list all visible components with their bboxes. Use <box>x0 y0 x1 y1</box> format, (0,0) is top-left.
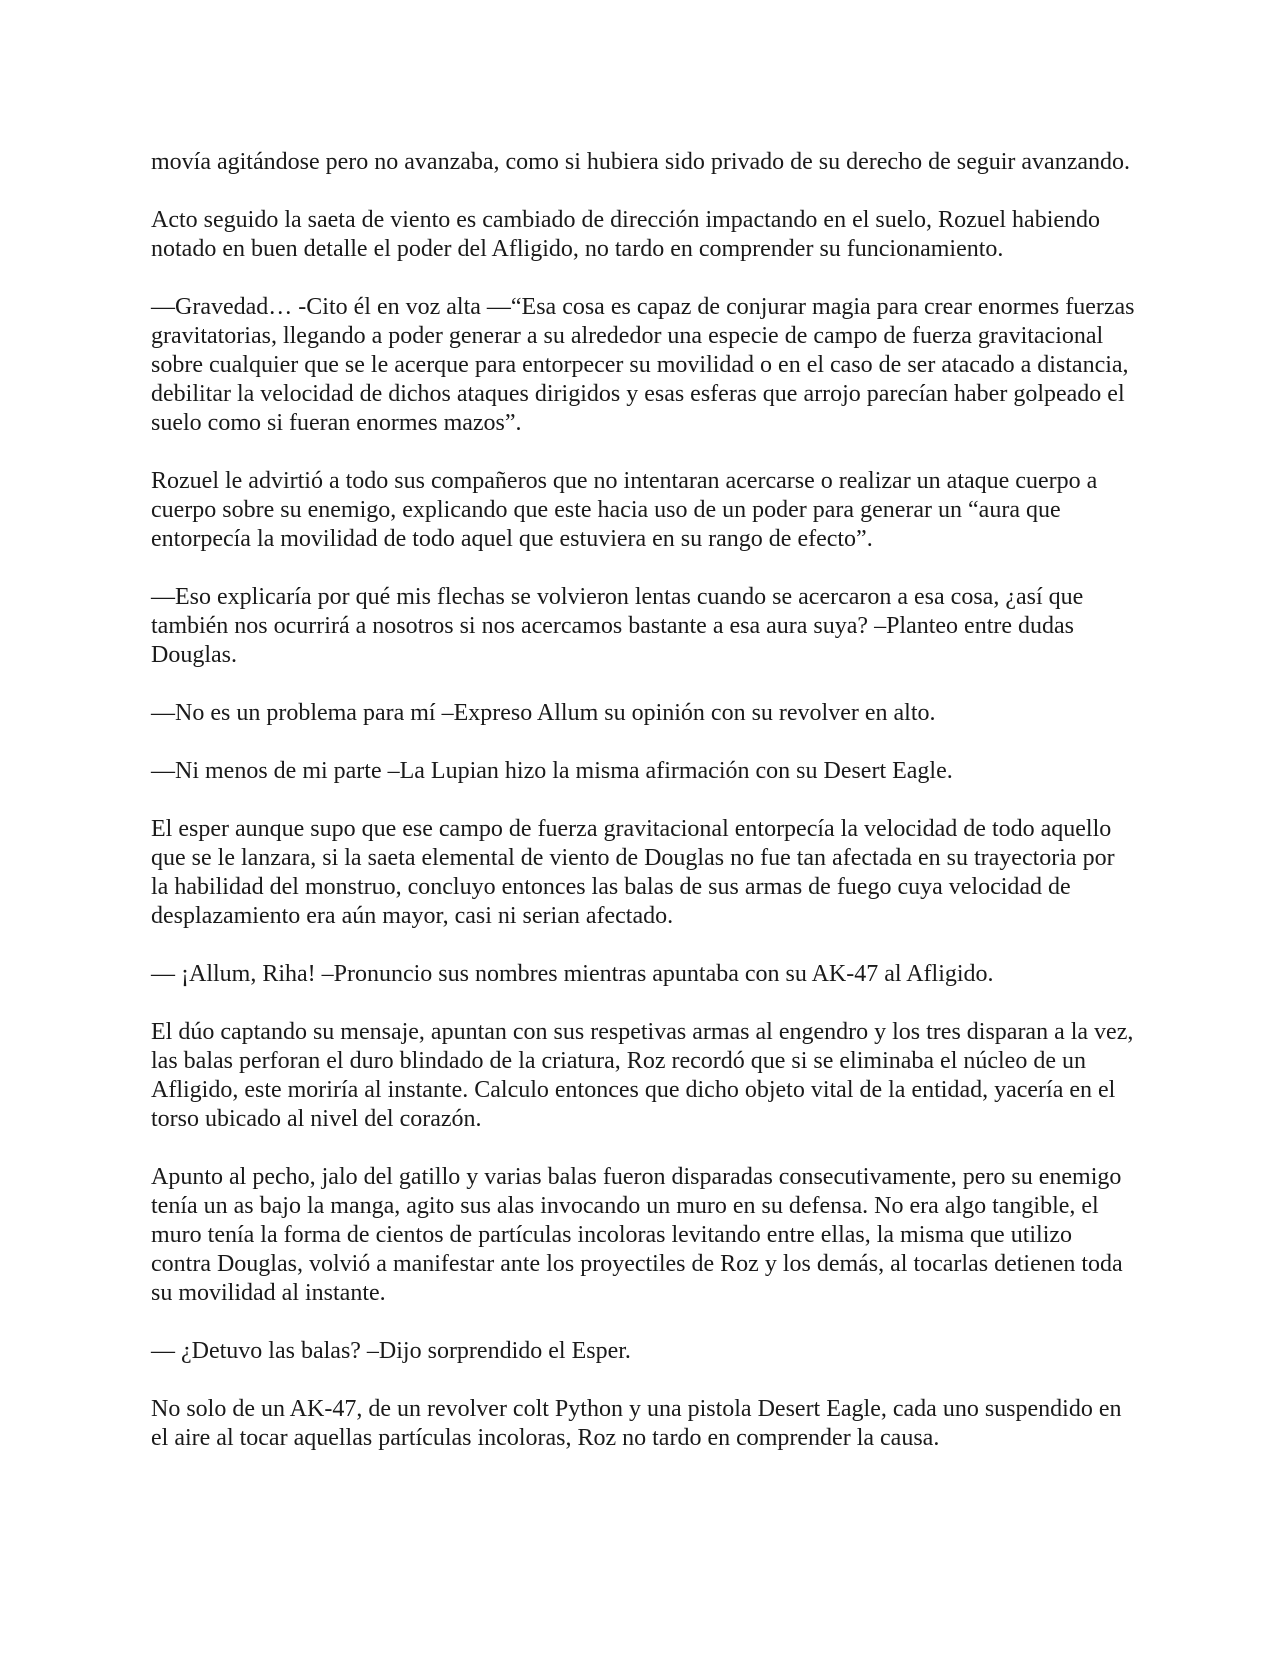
paragraph: Rozuel le advirtió a todo sus compañeros que no intentaran acercarse o realizar un ataque cuerpo a cuerpo sobre su enemigo, explicando que este hacia uso de un poder para generar un “aura que entorpecía la movilidad de todo aquel que estuviera en su rango de efecto”. <box>151 468 1098 552</box>
paragraph: No solo de un AK-47, de un revolver colt Python y una pistola Desert Eagle, cada uno suspendido en el aire al tocar aquellas partículas incoloras, Roz no tardo en comprender la causa. <box>151 1396 1122 1451</box>
paragraph: El esper aunque supo que ese campo de fuerza gravitacional entorpecía la velocidad de todo aquello que se le lanzara, si la saeta elemental de viento de Douglas no fue tan afectada en su trayectoria por la habilidad del monstruo, concluyo entonces las balas de sus armas de fuego cuya velocidad de desplazamiento era aún mayor, casi ni serian afectado. <box>151 816 1115 929</box>
paragraph: Apunto al pecho, jalo del gatillo y varias balas fueron disparadas consecutivamente, pero su enemigo tenía un as bajo la manga, agito sus alas invocando un muro en su defensa. No era algo tangible, el muro tenía la forma de cientos de partículas incoloras levitando entre ellas, la misma que utilizo contra Douglas, volvió a manifestar ante los proyectiles de Roz y los demás, al tocarlas detienen toda su movilidad al instante. <box>151 1164 1123 1306</box>
paragraph: Acto seguido la saeta de viento es cambiado de dirección impactando en el suelo, Rozuel habiendo notado en buen detalle el poder del Afligido, no tardo en comprender su funcionamiento. <box>151 207 1101 262</box>
paragraph: movía agitándose pero no avanzaba, como si hubiera sido privado de su derecho de seguir avanzando. <box>151 149 1130 175</box>
document-page <box>151 148 1137 1453</box>
paragraph: —No es un problema para mí –Expreso Allum su opinión con su revolver en alto. <box>151 700 936 726</box>
paragraph: El dúo captando su mensaje, apuntan con sus respetivas armas al engendro y los tres disparan a la vez, las balas perforan el duro blindado de la criatura, Roz recordó que si se eliminaba el núcleo de un Afligido, este moriría al instante. Calculo entonces que dicho objeto vital de la entidad, yacería en el torso ubicado al nivel del corazón. <box>151 1019 1134 1132</box>
paragraph: — ¡Allum, Riha! –Pronuncio sus nombres mientras apuntaba con su AK-47 al Afligido. <box>151 961 994 987</box>
paragraph: —Gravedad… -Cito él en voz alta —“Esa cosa es capaz de conjurar magia para crear enormes fuerzas gravitatorias, llegando a poder generar a su alrededor una especie de campo de fuerza gravitacional sobre cualquier que se le acerque para entorpecer su movilidad o en el caso de ser atacado a distancia, debilitar la velocidad de dichos ataques dirigidos y esas esferas que arrojo parecían haber golpeado el suelo como si fueran enormes mazos”. <box>151 294 1135 436</box>
paragraph: —Ni menos de mi parte –La Lupian hizo la misma afirmación con su Desert Eagle. <box>151 758 953 784</box>
paragraph: — ¿Detuvo las balas? –Dijo sorprendido el Esper. <box>151 1338 631 1364</box>
paragraph: —Eso explicaría por qué mis flechas se volvieron lentas cuando se acercaron a esa cosa, ¿así que también nos ocurrirá a nosotros si nos acercamos bastante a esa aura suya? –Planteo entre dudas Douglas. <box>151 584 1084 668</box>
